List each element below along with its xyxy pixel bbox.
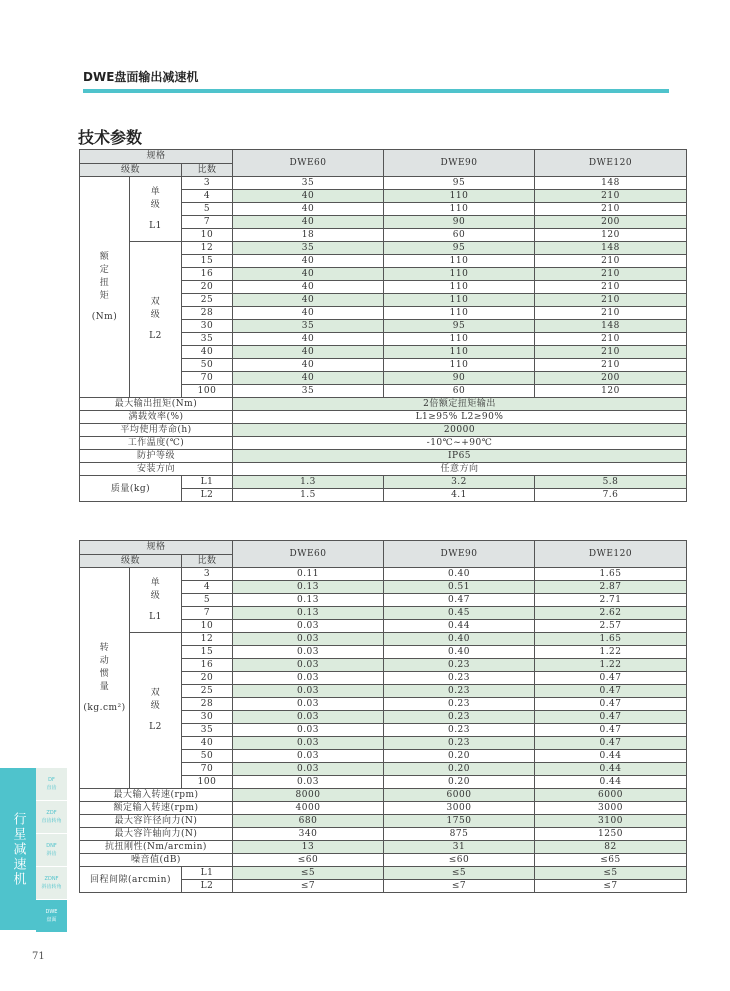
value-cell: 0.47 (535, 698, 687, 711)
ratio-cell: 5 (182, 594, 233, 607)
ratio-cell: 28 (182, 698, 233, 711)
group-label-char: (kg.cm²) (83, 702, 126, 713)
table-row (80, 568, 687, 581)
value-cell: 0.40 (384, 568, 535, 581)
table-row (80, 789, 687, 802)
table-row (80, 867, 687, 880)
ratio-cell: 100 (182, 776, 233, 789)
value-cell: 2.87 (535, 581, 687, 594)
value-cell: 40 (233, 372, 384, 385)
group-label-char: 扭 (99, 277, 110, 288)
sidebar-item-dwe[interactable] (36, 900, 67, 933)
property-label: 抗扭刚性(Nm/arcmin) (80, 841, 233, 854)
double-stage-label-char: L2 (149, 331, 162, 341)
value-cell: 110 (384, 255, 535, 268)
table-row (80, 815, 687, 828)
header-model: DWE60 (233, 541, 384, 568)
double-stage-label (130, 633, 182, 789)
single-stage-label (130, 177, 182, 242)
sidebar-item-label: 直齿 (46, 785, 57, 791)
value-cell: 2.57 (535, 620, 687, 633)
property-label: 工作温度(℃) (80, 437, 233, 450)
sidebar-item-code: ZDNF (44, 876, 59, 882)
sidebar-item-zdnf[interactable] (36, 867, 67, 900)
table-row (80, 541, 687, 555)
table-row (80, 450, 687, 463)
value-cell: 0.13 (233, 594, 384, 607)
value-cell: 0.03 (233, 672, 384, 685)
ratio-cell: 35 (182, 333, 233, 346)
group-label (80, 568, 130, 789)
header-model: DWE60 (233, 150, 384, 177)
value-cell: 95 (384, 177, 535, 190)
property-value: 1250 (535, 828, 687, 841)
value-cell: 0.03 (233, 711, 384, 724)
single-stage-label-char: 级 (150, 590, 161, 601)
value-cell: 0.45 (384, 607, 535, 620)
value-cell: 0.03 (233, 685, 384, 698)
property-value: -10℃~+90℃ (233, 437, 687, 450)
value-cell: 0.20 (384, 763, 535, 776)
backlash-value: ≤5 (233, 867, 384, 880)
header-ratio: 比数 (182, 163, 233, 177)
value-cell: 110 (384, 294, 535, 307)
property-value: 875 (384, 828, 535, 841)
group-label-char: 量 (99, 681, 110, 692)
value-cell: 0.11 (233, 568, 384, 581)
table-row (80, 177, 687, 190)
value-cell: 0.23 (384, 737, 535, 750)
ratio-cell: 35 (182, 724, 233, 737)
stage-cell: L2 (182, 489, 233, 502)
value-cell: 110 (384, 346, 535, 359)
value-cell: 0.03 (233, 776, 384, 789)
value-cell: 95 (384, 242, 535, 255)
single-stage-label-char: 级 (150, 199, 161, 210)
value-cell: 210 (535, 268, 687, 281)
double-stage-label-char: L2 (149, 722, 162, 732)
value-cell: 120 (535, 385, 687, 398)
value-cell: 210 (535, 307, 687, 320)
sidebar-item-df[interactable] (36, 768, 67, 801)
sidebar-item-dnf[interactable] (36, 834, 67, 867)
table-row (80, 633, 687, 646)
property-value: ≤65 (535, 854, 687, 867)
value-cell: 210 (535, 294, 687, 307)
value-cell: 0.03 (233, 737, 384, 750)
group-label-char: 额 (99, 251, 110, 262)
property-value: 31 (384, 841, 535, 854)
single-stage-label-char: 单 (150, 186, 161, 197)
sidebar-item-code: ZDF (46, 810, 57, 816)
value-cell: 40 (233, 281, 384, 294)
value-cell: 40 (233, 203, 384, 216)
value-cell: 40 (233, 255, 384, 268)
sidebar-item-code: DWE (45, 909, 58, 915)
property-label: 额定输入转速(rpm) (80, 802, 233, 815)
ratio-cell: 50 (182, 750, 233, 763)
value-cell: 210 (535, 333, 687, 346)
header-level: 级数 (80, 163, 182, 177)
stage-cell: L2 (182, 880, 233, 893)
mass-value: 3.2 (384, 476, 535, 489)
value-cell: 0.03 (233, 750, 384, 763)
value-cell: 40 (233, 307, 384, 320)
sidebar-item-code: DNF (46, 843, 57, 849)
table-row (80, 398, 687, 411)
header-level: 级数 (80, 554, 182, 568)
header-spec: 规格 (80, 541, 233, 555)
ratio-cell: 30 (182, 320, 233, 333)
ratio-cell: 50 (182, 359, 233, 372)
value-cell: 110 (384, 268, 535, 281)
value-cell: 35 (233, 242, 384, 255)
table-row (80, 854, 687, 867)
property-label: 最大输出扭矩(Nm) (80, 398, 233, 411)
stage-cell: L1 (182, 867, 233, 880)
group-label-char: 惯 (99, 668, 110, 679)
ratio-cell: 4 (182, 581, 233, 594)
property-value: ≤60 (233, 854, 384, 867)
property-label: 最大容许轴向力(N) (80, 828, 233, 841)
header-model: DWE90 (384, 150, 535, 177)
mass-value: 1.5 (233, 489, 384, 502)
double-stage-label-char: 双 (150, 688, 161, 698)
property-label: 噪音值(dB) (80, 854, 233, 867)
value-cell: 90 (384, 216, 535, 229)
mass-value: 4.1 (384, 489, 535, 502)
property-value: 任意方向 (233, 463, 687, 476)
property-value: 13 (233, 841, 384, 854)
single-stage-label-char: 单 (150, 577, 161, 588)
value-cell: 110 (384, 333, 535, 346)
single-stage-label-char: L1 (149, 220, 162, 231)
value-cell: 0.03 (233, 698, 384, 711)
value-cell: 0.03 (233, 724, 384, 737)
value-cell: 0.47 (535, 737, 687, 750)
sidebar (0, 768, 67, 930)
ratio-cell: 5 (182, 203, 233, 216)
ratio-cell: 16 (182, 659, 233, 672)
value-cell: 18 (233, 229, 384, 242)
value-cell: 0.47 (535, 685, 687, 698)
value-cell: 0.20 (384, 750, 535, 763)
inertia-table (79, 540, 687, 893)
property-label: 防护等级 (80, 450, 233, 463)
property-label: 安装方向 (80, 463, 233, 476)
value-cell: 35 (233, 320, 384, 333)
table-row (80, 828, 687, 841)
value-cell: 0.47 (535, 672, 687, 685)
mass-value: 5.8 (535, 476, 687, 489)
table-row (80, 424, 687, 437)
ratio-cell: 20 (182, 281, 233, 294)
value-cell: 35 (233, 177, 384, 190)
value-cell: 0.47 (535, 711, 687, 724)
double-stage-label (130, 242, 182, 398)
property-value: 3000 (535, 802, 687, 815)
value-cell: 0.13 (233, 581, 384, 594)
value-cell: 1.22 (535, 659, 687, 672)
value-cell: 0.23 (384, 659, 535, 672)
sidebar-item-label: 直齿转角 (41, 818, 62, 824)
value-cell: 0.51 (384, 581, 535, 594)
backlash-value: ≤5 (535, 867, 687, 880)
group-label-char: 动 (99, 655, 110, 666)
property-value: 3000 (384, 802, 535, 815)
value-cell: 0.40 (384, 646, 535, 659)
ratio-cell: 3 (182, 177, 233, 190)
value-cell: 148 (535, 320, 687, 333)
page-number: 71 (32, 951, 45, 962)
value-cell: 0.03 (233, 763, 384, 776)
property-value: L1≥95% L2≥90% (233, 411, 687, 424)
property-value: 340 (233, 828, 384, 841)
ratio-cell: 15 (182, 646, 233, 659)
group-label-char: 定 (99, 264, 110, 275)
property-label: 最大输入转速(rpm) (80, 789, 233, 802)
backlash-value: ≤5 (384, 867, 535, 880)
double-stage-label-char: 级 (150, 701, 161, 711)
header-model: DWE120 (535, 541, 687, 568)
ratio-cell: 4 (182, 190, 233, 203)
value-cell: 0.44 (535, 776, 687, 789)
group-label-char: (Nm) (91, 311, 118, 322)
page-header (83, 68, 669, 93)
mass-value: 7.6 (535, 489, 687, 502)
value-cell: 35 (233, 385, 384, 398)
ratio-cell: 20 (182, 672, 233, 685)
backlash-label: 回程间隙(arcmin) (80, 867, 182, 893)
ratio-cell: 12 (182, 242, 233, 255)
value-cell: 1.65 (535, 633, 687, 646)
value-cell: 210 (535, 190, 687, 203)
value-cell: 0.13 (233, 607, 384, 620)
value-cell: 0.23 (384, 711, 535, 724)
mass-label: 质量(kg) (80, 476, 182, 502)
value-cell: 0.23 (384, 698, 535, 711)
value-cell: 95 (384, 320, 535, 333)
value-cell: 1.22 (535, 646, 687, 659)
double-stage-label-char: 级 (150, 310, 161, 320)
value-cell: 1.65 (535, 568, 687, 581)
property-value: 20000 (233, 424, 687, 437)
property-value: 680 (233, 815, 384, 828)
ratio-cell: 70 (182, 763, 233, 776)
ratio-cell: 10 (182, 229, 233, 242)
value-cell: 40 (233, 294, 384, 307)
value-cell: 110 (384, 281, 535, 294)
value-cell: 210 (535, 346, 687, 359)
property-value: 8000 (233, 789, 384, 802)
property-value: ≤60 (384, 854, 535, 867)
value-cell: 210 (535, 203, 687, 216)
ratio-cell: 28 (182, 307, 233, 320)
mass-value: 1.3 (233, 476, 384, 489)
ratio-cell: 30 (182, 711, 233, 724)
property-value: 82 (535, 841, 687, 854)
value-cell: 40 (233, 216, 384, 229)
backlash-value: ≤7 (535, 880, 687, 893)
value-cell: 0.03 (233, 633, 384, 646)
value-cell: 110 (384, 307, 535, 320)
ratio-cell: 16 (182, 268, 233, 281)
value-cell: 0.44 (535, 763, 687, 776)
value-cell: 60 (384, 385, 535, 398)
value-cell: 120 (535, 229, 687, 242)
group-label (80, 177, 130, 398)
table-row (80, 463, 687, 476)
value-cell: 110 (384, 190, 535, 203)
ratio-cell: 10 (182, 620, 233, 633)
ratio-cell: 25 (182, 294, 233, 307)
table-row (80, 802, 687, 815)
ratio-cell: 25 (182, 685, 233, 698)
header-model: DWE120 (535, 150, 687, 177)
value-cell: 110 (384, 359, 535, 372)
rated-torque-table (79, 149, 687, 502)
sidebar-item-label: 斜齿转角 (41, 884, 62, 890)
ratio-cell: 3 (182, 568, 233, 581)
value-cell: 40 (233, 333, 384, 346)
value-cell: 0.44 (384, 620, 535, 633)
value-cell: 0.03 (233, 646, 384, 659)
ratio-cell: 40 (182, 737, 233, 750)
header-bar (83, 89, 669, 93)
sidebar-item-code: DF (48, 777, 55, 783)
double-stage-label-char: 双 (150, 297, 161, 307)
value-cell: 0.47 (384, 594, 535, 607)
section-title: 技术参数 (78, 128, 143, 147)
value-cell: 40 (233, 190, 384, 203)
property-value: 4000 (233, 802, 384, 815)
sidebar-title: 行星减速机 (0, 768, 36, 930)
table-row (80, 437, 687, 450)
value-cell: 210 (535, 281, 687, 294)
value-cell: 90 (384, 372, 535, 385)
header-title: DWE盘面输出减速机 (83, 70, 199, 84)
value-cell: 2.71 (535, 594, 687, 607)
ratio-cell: 70 (182, 372, 233, 385)
table-row (80, 411, 687, 424)
table-row (80, 476, 687, 489)
table-row (80, 841, 687, 854)
ratio-cell: 40 (182, 346, 233, 359)
value-cell: 200 (535, 216, 687, 229)
value-cell: 210 (535, 255, 687, 268)
value-cell: 0.44 (535, 750, 687, 763)
table-row (80, 242, 687, 255)
property-value: 3100 (535, 815, 687, 828)
value-cell: 40 (233, 268, 384, 281)
property-label: 满载效率(%) (80, 411, 233, 424)
value-cell: 0.23 (384, 724, 535, 737)
property-value: IP65 (233, 450, 687, 463)
sidebar-item-label: 盘面 (46, 917, 57, 923)
value-cell: 40 (233, 359, 384, 372)
value-cell: 0.23 (384, 685, 535, 698)
value-cell: 0.47 (535, 724, 687, 737)
sidebar-item-zdf[interactable] (36, 801, 67, 834)
value-cell: 200 (535, 372, 687, 385)
value-cell: 2.62 (535, 607, 687, 620)
value-cell: 110 (384, 203, 535, 216)
value-cell: 40 (233, 346, 384, 359)
value-cell: 0.03 (233, 659, 384, 672)
property-value: 1750 (384, 815, 535, 828)
ratio-cell: 100 (182, 385, 233, 398)
value-cell: 210 (535, 359, 687, 372)
property-value: 6000 (384, 789, 535, 802)
ratio-cell: 7 (182, 216, 233, 229)
property-value: 2倍额定扭矩输出 (233, 398, 687, 411)
property-label: 最大容许径向力(N) (80, 815, 233, 828)
header-ratio: 比数 (182, 554, 233, 568)
value-cell: 0.40 (384, 633, 535, 646)
ratio-cell: 7 (182, 607, 233, 620)
header-spec: 规格 (80, 150, 233, 164)
backlash-value: ≤7 (233, 880, 384, 893)
value-cell: 0.23 (384, 672, 535, 685)
property-value: 6000 (535, 789, 687, 802)
value-cell: 0.20 (384, 776, 535, 789)
property-label: 平均使用寿命(h) (80, 424, 233, 437)
header-model: DWE90 (384, 541, 535, 568)
value-cell: 148 (535, 242, 687, 255)
table-row (80, 150, 687, 164)
single-stage-label (130, 568, 182, 633)
value-cell: 60 (384, 229, 535, 242)
ratio-cell: 12 (182, 633, 233, 646)
backlash-value: ≤7 (384, 880, 535, 893)
value-cell: 0.03 (233, 620, 384, 633)
ratio-cell: 15 (182, 255, 233, 268)
single-stage-label-char: L1 (149, 611, 162, 622)
stage-cell: L1 (182, 476, 233, 489)
value-cell: 148 (535, 177, 687, 190)
group-label-char: 矩 (99, 290, 110, 301)
sidebar-item-label: 斜齿 (46, 851, 57, 857)
group-label-char: 转 (99, 642, 110, 653)
